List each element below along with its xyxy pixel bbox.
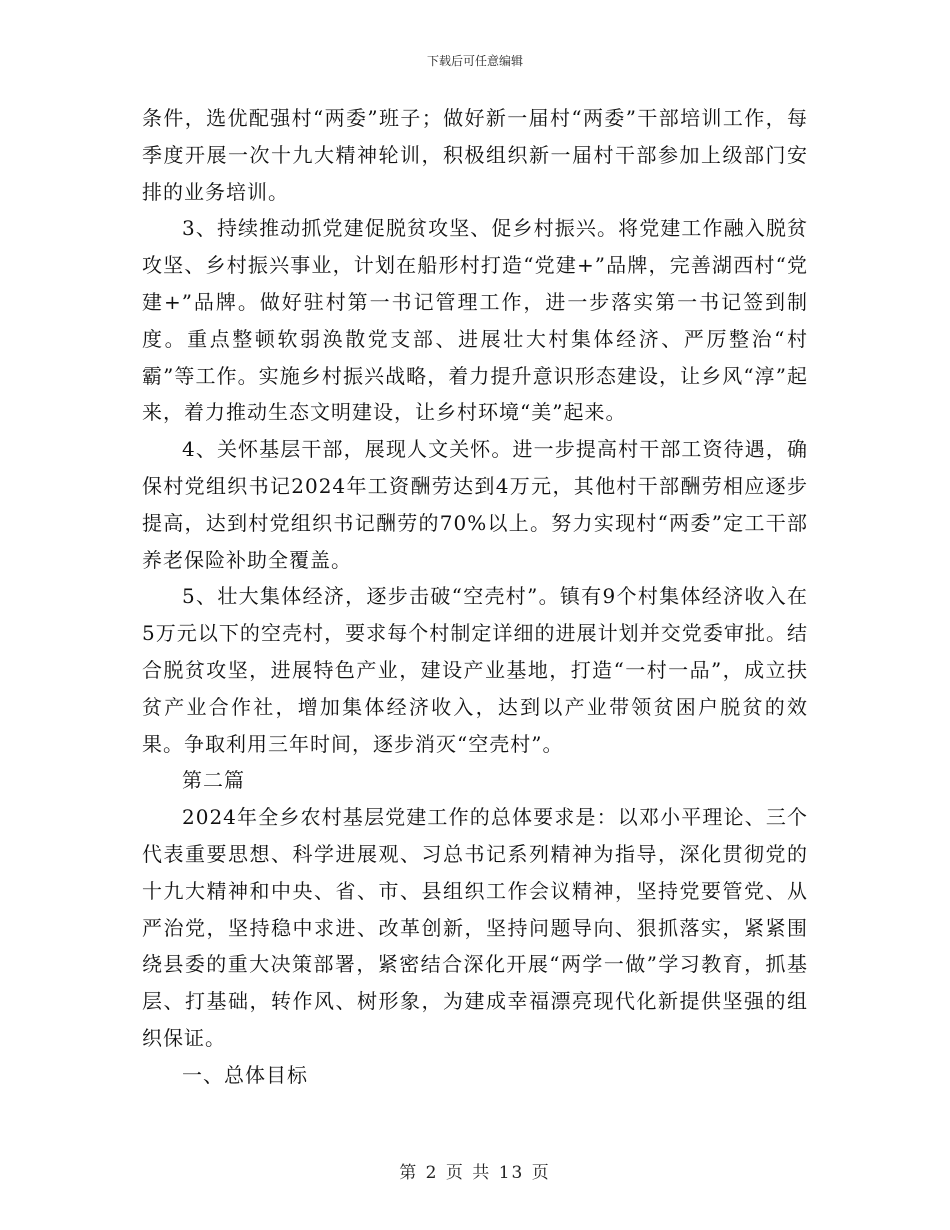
subsection-heading: 一、总体目标 (182, 1062, 308, 1087)
header-note: 下载后可任意编辑 (426, 54, 523, 68)
paragraph-general-requirements: 2024年全乡农村基层党建工作的总体要求是：以邓小平理论、三个代表重要思想、科学进展观、习总书记系列精神为指导，深化贯彻党的十九大精神和中央、省、市、县组织工作会议精神，坚持党要管党、从严治党，坚持稳中求进、改革创新，坚持问题导向、狠抓落实，紧紧围绕县委的重大决策部署，紧密结合深化开展“两学一做”学习教育，抓基层、打基础，转作风、树形象，为建成幸福漂亮现代化新提供坚强的组织保证。 (142, 805, 808, 1050)
paragraph-item-3: 3、持续推动抓党建促脱贫攻坚、促乡村振兴。将党建工作融入脱贫攻坚、乡村振兴事业，计划在船形村打造“党建+”品牌，完善湖西村“党建+”品牌。做好驻村第一书记管理工作，进一步落实第一书记签到制度。重点整顿软弱涣散党支部、进展壮大村集体经济、严厉整治“村霸”等工作。实施乡村振兴战略，着力提升意识形态建设，让乡风“淳”起来，着力推动生态文明建设，让乡村环境“美”起来。 (142, 216, 808, 425)
paragraph-item-4: 4、关怀基层干部，展现人文关怀。进一步提高村干部工资待遇，确保村党组织书记2024年工资酬劳达到4万元，其他村干部酬劳相应逐步提高，达到村党组织书记酬劳的70%以上。努力实现村“两委”定工干部养老保险补助全覆盖。 (142, 437, 808, 572)
document-body (142, 100, 808, 1094)
section-heading: 第二篇 (182, 768, 245, 793)
paragraph-continuation: 条件，选优配强村“两委”班子；做好新一届村“两委”干部培训工作，每季度开展一次十九大精神轮训，积极组织新一届村干部参加上级部门安排的业务培训。 (142, 106, 808, 204)
paragraph-item-5: 5、壮大集体经济，逐步击破“空壳村”。镇有9个村集体经济收入在5万元以下的空壳村，要求每个村制定详细的进展计划并交党委审批。结合脱贫攻坚，进展特色产业，建设产业基地，打造“一村一品”，成立扶贫产业合作社，增加集体经济收入，达到以产业带领贫困户脱贫的效果。争取利用三年时间，逐步消灭“空壳村”。 (142, 584, 808, 756)
page-number: 第 2 页 共 13 页 (399, 1163, 551, 1183)
